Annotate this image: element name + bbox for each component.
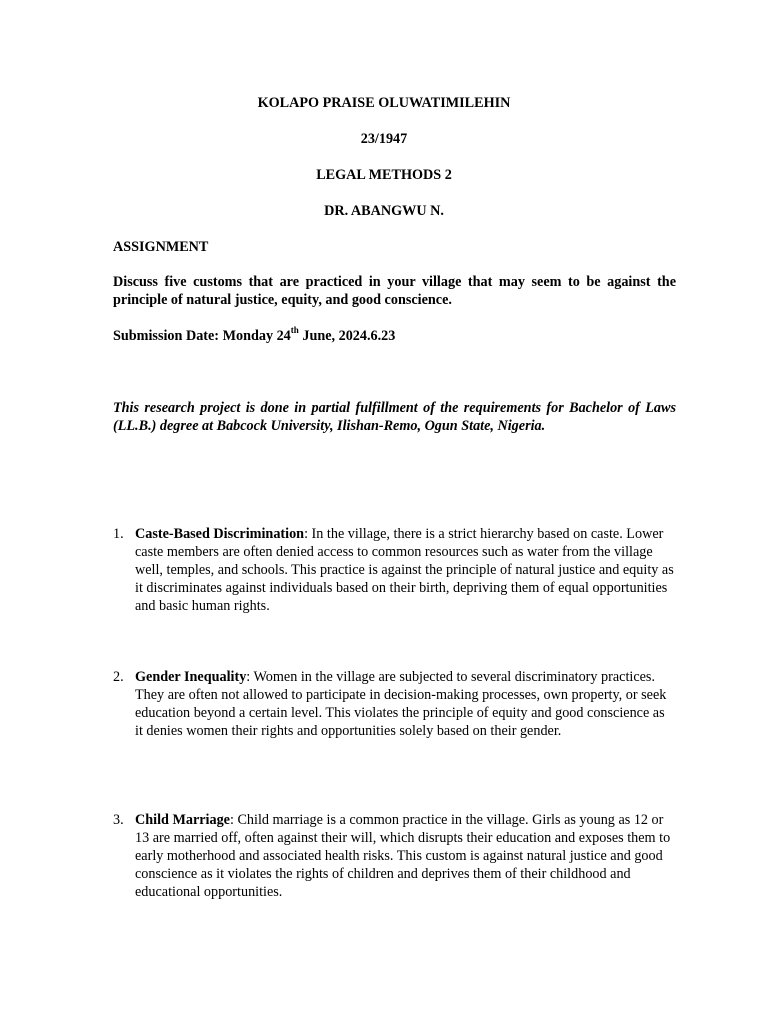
list-item-body [135, 525, 676, 615]
assignment-heading: ASSIGNMENT [113, 239, 209, 255]
custom-title: Child Marriage [135, 812, 230, 828]
list-number: 1. [113, 526, 124, 542]
assignment-question: Discuss five customs that are practiced in your village that may seem to be against the principle of natural justice, equity, and good conscience. [113, 274, 676, 308]
custom-description: : Child marriage is a common practice in the village. Girls as young as 12 or 13 are married off, often against their will, which disrupts their education and exposes them to early motherhood and associated health risks. This custom is against natural justice and good conscience as it violates the rights of children and deprives them of their childhood and educational opportunities. [135, 812, 671, 900]
submission-date-superscript: th [290, 325, 299, 336]
submission-date [113, 327, 676, 345]
lecturer-name: DR. ABANGWU N. [324, 203, 444, 219]
custom-description: : In the village, there is a strict hierarchy based on caste. Lower caste members are often denied access to common resources such as water from the village well, temples, and schools. This practice is against the principle of natural justice and equity as it discriminates against individuals based on their birth, depriving them of equal opportunities and basic human rights. [135, 526, 674, 614]
custom-item-2 [113, 668, 676, 740]
submission-date-prefix: Submission Date: Monday 24 [113, 328, 291, 344]
matric-number: 23/1947 [360, 131, 408, 147]
custom-description: : Women in the village are subjected to several discriminatory practices. They are often not allowed to participate in decision-making processes, own property, or seek education beyond a certain level. This violates the principle of equity and good conscience as it denies women their rights and opportunities solely based on their gender. [135, 669, 667, 739]
course-title: LEGAL METHODS 2 [316, 167, 452, 183]
list-number: 3. [113, 812, 124, 828]
custom-item-3 [113, 811, 676, 901]
list-number: 2. [113, 669, 124, 685]
list-item-body [135, 811, 676, 901]
submission-date-suffix: June, 2024.6.23 [298, 328, 396, 344]
research-statement: This research project is done in partial fulfillment of the requirements for Bachelor of Laws (LL.B.) degree at Babcock University, Ilishan-Remo, Ogun State, Nigeria. [113, 400, 676, 434]
custom-title: Gender Inequality [135, 669, 247, 685]
student-name: KOLAPO PRAISE OLUWATIMILEHIN [257, 95, 511, 111]
custom-title: Caste-Based Discrimination [135, 526, 305, 542]
list-item-body [135, 668, 676, 740]
custom-item-1 [113, 525, 676, 615]
